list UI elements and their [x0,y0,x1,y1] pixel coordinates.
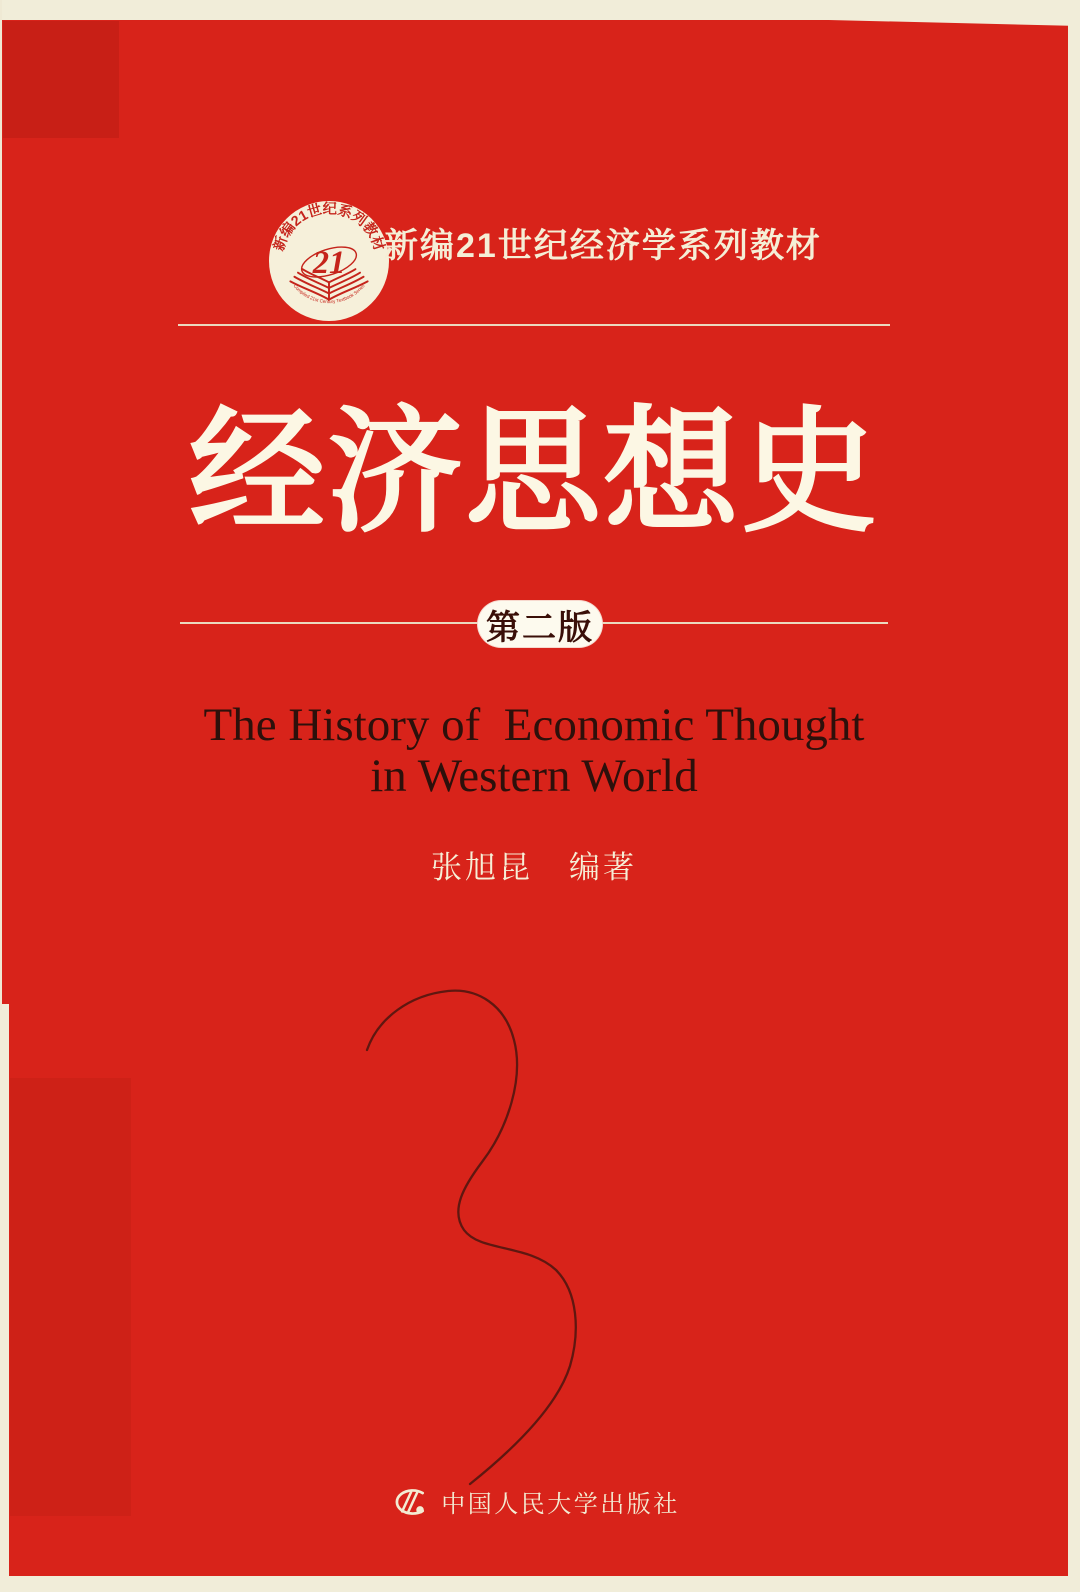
author-name: 张旭昆 [431,850,533,885]
scan-shadow-bottom-left [10,1078,131,1516]
edition-badge-label: 第二版 [486,609,594,647]
book-title-cn: 经济思想史 [189,399,879,549]
book-title-en-line2: in Western World [370,750,698,802]
book-title-en [2,700,1066,802]
publisher-logo-icon [388,1487,430,1517]
edition-badge [477,600,603,648]
scan-shadow-top-left [3,21,119,138]
publisher-name: 中国人民大学出版社 [441,1492,680,1518]
scan-margin-top-shape [0,0,1080,26]
publisher-block [2,1484,1066,1519]
author-role: 编著 [569,850,637,885]
book-title-en-line1: The History of Economic Thought [203,699,865,751]
header-divider-line [178,324,890,326]
scan-margin-bottom [0,1576,1080,1592]
scan-margin-top [0,0,1080,26]
pen-squiggle-path [367,991,576,1484]
series-seal-logo [269,201,389,321]
series-title: 新编21世纪经济学系列教材 [384,227,822,265]
pen-squiggle-mark [340,960,620,1500]
author-line [2,850,1066,886]
seal-21-text: 21 [312,245,346,282]
seal-arc-textpath: 新编21世纪系列教材 [271,201,387,253]
scan-margin-right [1068,0,1080,1592]
seal-bottom-textpath: Compiled 21st Century Textbook Series [292,283,366,305]
